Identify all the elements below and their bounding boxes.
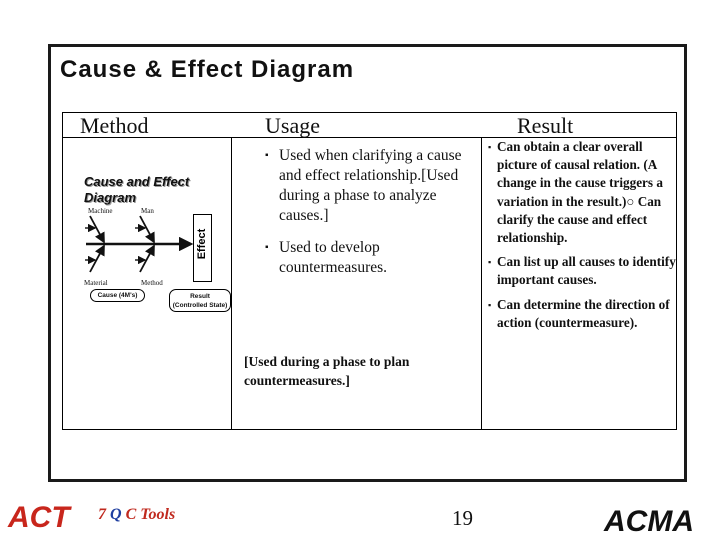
bone-method: [140, 246, 154, 272]
bullet-icon: ▪: [265, 242, 269, 253]
label-method: Method: [141, 279, 163, 287]
result-list: [488, 138, 680, 338]
bone-machine: [90, 216, 104, 242]
result-item: [488, 253, 680, 289]
header-result: Result: [517, 113, 574, 138]
result-item-text: Can list up all causes to identify important causes.: [497, 254, 676, 288]
tools-q: Q: [110, 506, 122, 523]
result-item: [488, 138, 680, 247]
acma-logo: [602, 504, 712, 536]
bullet-icon: ▪: [488, 257, 492, 268]
label-material: Material: [84, 279, 108, 287]
fishbone-diagram: [76, 200, 196, 290]
act-logo-text: ACT: [8, 501, 70, 533]
tools-num: 7: [98, 506, 110, 523]
bullet-icon: ▪: [488, 299, 492, 310]
bone-material: [90, 246, 104, 272]
usage-item: [265, 146, 465, 226]
result-item: [488, 296, 680, 332]
usage-item-text: Used when clarifying a cause and effect relationship.[Used during a phase to analyze causes.]: [279, 147, 462, 224]
fishbone-title-line2: Diagram: [84, 190, 137, 205]
usage-list: [265, 146, 465, 287]
cause-pill: Cause (4M's): [90, 289, 145, 302]
tools-rest: C Tools: [121, 506, 176, 523]
bullet-icon: ▪: [488, 142, 492, 152]
usage-item-text: Used to develop countermeasures.: [279, 239, 388, 276]
column-divider-usage: [481, 137, 482, 430]
usage-item: [265, 238, 465, 278]
act-logo: [6, 499, 76, 533]
fishbone-title-line1: Cause and Effect: [84, 174, 190, 189]
bone-man: [140, 216, 154, 242]
footer-tools-label: [98, 506, 175, 524]
effect-label: Effect: [196, 228, 208, 260]
slide-title: Cause & Effect Diagram: [60, 56, 355, 83]
acma-logo-text: ACMA: [604, 505, 694, 536]
header-usage: Usage: [265, 113, 320, 138]
bullet-icon: ▪: [265, 150, 269, 161]
result-item-text: Can determine the direction of action (countermeasure).: [497, 296, 670, 330]
header-method: Method: [80, 113, 149, 138]
result-pill-line1: Result: [190, 293, 210, 300]
result-item-text: Can obtain a clear overall picture of causal relation. (A change in the cause triggers a variation in the result.)○ Can clarify the cause and effect relationship.: [497, 139, 663, 246]
label-machine: Machine: [88, 207, 113, 215]
label-man: Man: [141, 207, 154, 215]
page-number: 19: [452, 506, 473, 530]
column-divider-method: [231, 137, 232, 430]
result-pill-line2: (Controlled State): [172, 302, 228, 309]
usage-note: [Used during a phase to plan countermeasures.]: [244, 354, 410, 388]
result-pill: [169, 289, 231, 312]
